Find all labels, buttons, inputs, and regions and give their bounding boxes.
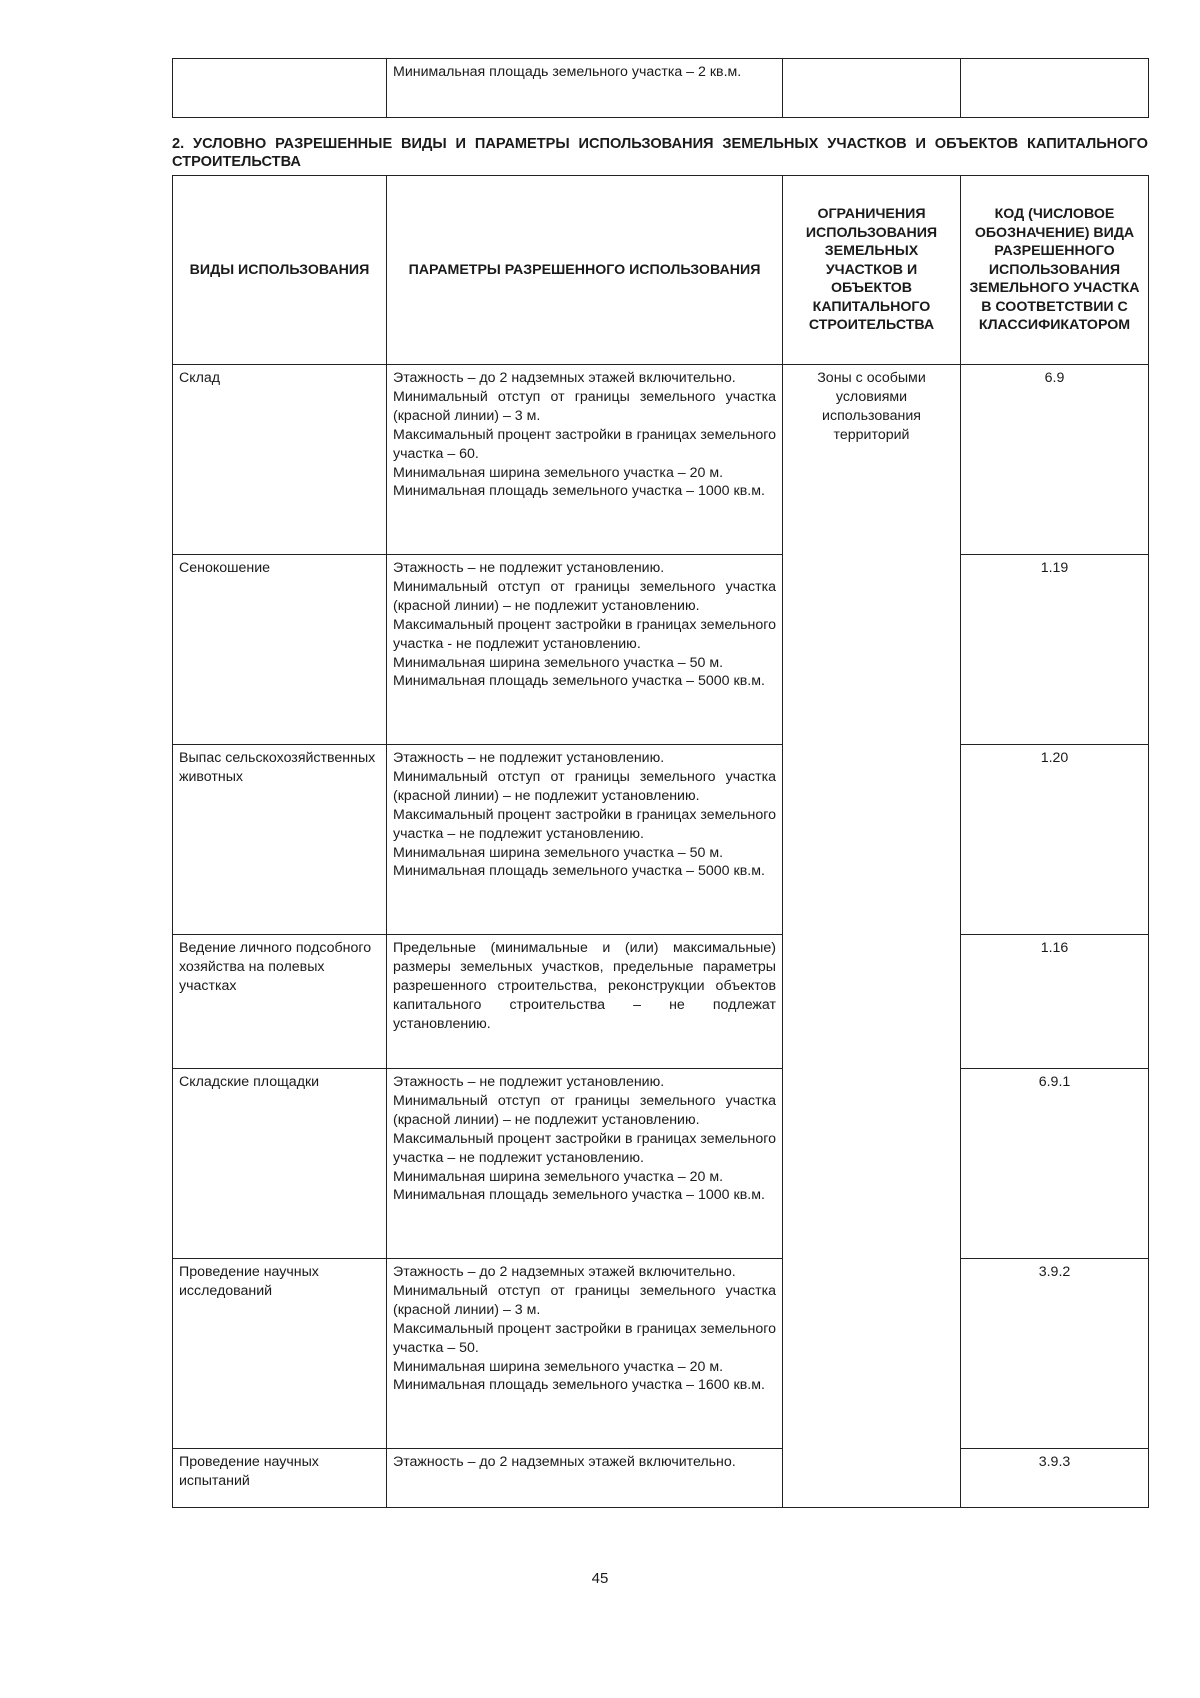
- table-row: [173, 935, 1149, 1069]
- use-type-cell: Выпас сельскохозяйственных животных: [173, 745, 387, 935]
- type-cell: [173, 59, 387, 118]
- param-line: Минимальный отступ от границы земельного участка (красной линии) – не подлежит установлению.: [393, 578, 776, 614]
- param-line: Минимальный отступ от границы земельного участка (красной линии) – не подлежит установлению.: [393, 768, 776, 804]
- code-cell: 6.9: [961, 365, 1149, 555]
- param-line: Минимальная ширина земельного участка – 20 м.: [393, 1358, 724, 1375]
- table-row: [173, 59, 1149, 118]
- params-cell: [387, 1069, 783, 1259]
- section-heading: 2. УСЛОВНО РАЗРЕШЕННЫЕ ВИДЫ И ПАРАМЕТРЫ ИСПОЛЬЗОВАНИЯ ЗЕМЕЛЬНЫХ УЧАСТКОВ И ОБЪЕКТОВ КАПИТАЛЬНОГО СТРОИТЕЛЬСТВА: [172, 136, 1148, 170]
- params-cell: [387, 1449, 783, 1508]
- header-params: ПАРАМЕТРЫ РАЗРЕШЕННОГО ИСПОЛЬЗОВАНИЯ: [387, 176, 783, 365]
- param-line: Минимальная ширина земельного участка – 50 м.: [393, 844, 724, 861]
- param-line: Минимальная площадь земельного участка – 1000 кв.м.: [393, 483, 765, 500]
- params-cell: [387, 365, 783, 555]
- params-cell: [387, 935, 783, 1069]
- use-type-cell: Складские площадки: [173, 1069, 387, 1259]
- table-row: [173, 745, 1149, 935]
- params-cell: [387, 745, 783, 935]
- previous-table-tail: [172, 58, 1149, 118]
- use-type-cell: Ведение личного подсобного хозяйства на полевых участках: [173, 935, 387, 1069]
- param-line: Этажность – до 2 надземных этажей включительно.: [393, 1264, 736, 1280]
- table-row: [173, 1449, 1149, 1508]
- header-restrictions: ОГРАНИЧЕНИЯ ИСПОЛЬЗОВАНИЯ ЗЕМЕЛЬНЫХ УЧАСТКОВ И ОБЪЕКТОВ КАПИТАЛЬНОГО СТРОИТЕЛЬСТВА: [783, 176, 961, 365]
- code-cell: 3.9.3: [961, 1449, 1149, 1508]
- params-cell: [387, 555, 783, 745]
- use-type-cell: Проведение научных испытаний: [173, 1449, 387, 1508]
- param-line: Максимальный процент застройки в границах земельного участка – 50.: [393, 1320, 776, 1356]
- param-line: Минимальная ширина земельного участка – 50 м.: [393, 654, 724, 671]
- table-header-row: [173, 176, 1149, 365]
- params-cell: [387, 1259, 783, 1449]
- param-line: Этажность – не подлежит установлению.: [393, 750, 665, 766]
- restrictions-cell: [783, 59, 961, 118]
- param-line: Предельные (минимальные и (или) максимальные) размеры земельных участков, предельные параметры разрешенного строительства, реконструкции объектов капитального строительства – не подлежат установлению.: [393, 940, 776, 1032]
- code-cell: 1.16: [961, 935, 1149, 1069]
- table-body: [173, 365, 1149, 1508]
- param-line: Минимальная ширина земельного участка – 20 м.: [393, 1168, 724, 1185]
- param-line: Минимальная площадь земельного участка – 1600 кв.м.: [393, 1377, 765, 1394]
- header-types: ВИДЫ ИСПОЛЬЗОВАНИЯ: [173, 176, 387, 365]
- param-line: Минимальная площадь земельного участка – 5000 кв.м.: [393, 673, 765, 690]
- table-row: [173, 1259, 1149, 1449]
- param-line: Этажность – до 2 надземных этажей включительно.: [393, 1454, 736, 1470]
- param-line: Минимальный отступ от границы земельного участка (красной линии) – не подлежит установлению.: [393, 1092, 776, 1128]
- use-type-cell: Склад: [173, 365, 387, 555]
- code-cell: 6.9.1: [961, 1069, 1149, 1259]
- param-line: Максимальный процент застройки в границах земельного участка – не подлежит установлению.: [393, 806, 776, 842]
- conditional-use-table: [172, 175, 1149, 1508]
- param-line: Этажность – не подлежит установлению.: [393, 560, 665, 576]
- param-line: Максимальный процент застройки в границах земельного участка – не подлежит установлению.: [393, 1130, 776, 1166]
- params-cell: Минимальная площадь земельного участка – 2 кв.м.: [387, 59, 783, 118]
- param-line: Минимальная ширина земельного участка – 20 м.: [393, 464, 724, 481]
- table-row: [173, 1069, 1149, 1259]
- header-code: КОД (ЧИСЛОВОЕ ОБОЗНАЧЕНИЕ) ВИДА РАЗРЕШЕННОГО ИСПОЛЬЗОВАНИЯ ЗЕМЕЛЬНОГО УЧАСТКА В СООТВЕТСТВИИ С КЛАССИФИКАТОРОМ: [961, 176, 1149, 365]
- param-line: Максимальный процент застройки в границах земельного участка – 60.: [393, 426, 776, 462]
- param-line: Минимальная площадь земельного участка – 5000 кв.м.: [393, 863, 765, 880]
- param-line: Минимальная площадь земельного участка – 1000 кв.м.: [393, 1187, 765, 1204]
- param-line: Максимальный процент застройки в границах земельного участка - не подлежит установлению.: [393, 616, 776, 652]
- param-line: Этажность – не подлежит установлению.: [393, 1074, 665, 1090]
- code-cell: 1.19: [961, 555, 1149, 745]
- use-type-cell: Проведение научных исследований: [173, 1259, 387, 1449]
- code-cell: 3.9.2: [961, 1259, 1149, 1449]
- page-number: 45: [591, 1570, 609, 1587]
- restrictions-cell: Зоны с особыми условиями использования территорий: [783, 365, 961, 1508]
- param-line: Этажность – до 2 надземных этажей включительно.: [393, 370, 736, 386]
- code-cell: [961, 59, 1149, 118]
- param-line: Минимальный отступ от границы земельного участка (красной линии) – 3 м.: [393, 388, 776, 424]
- param-line: Минимальный отступ от границы земельного участка (красной линии) – 3 м.: [393, 1282, 776, 1318]
- code-cell: 1.20: [961, 745, 1149, 935]
- use-type-cell: Сенокошение: [173, 555, 387, 745]
- table-row: [173, 365, 1149, 555]
- table-row: [173, 555, 1149, 745]
